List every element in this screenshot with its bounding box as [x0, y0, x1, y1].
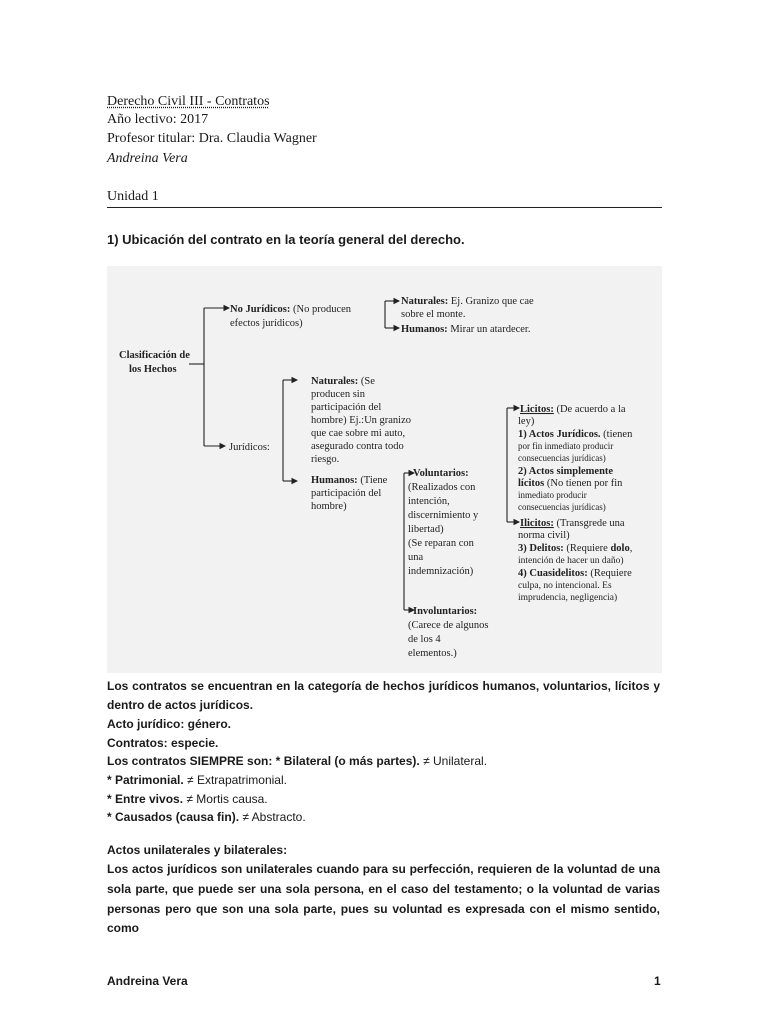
siempre-rest: ≠ Unilateral.: [419, 754, 488, 768]
involuntarios-node: Involuntarios: (Carece de algunos de los 4 elementos.): [408, 606, 489, 659]
cuasidelitos-node: 4) Cuasidelitos: (Requiere culpa, no intencional. Es imprudencia, negligencia): [518, 568, 632, 603]
j-humanos-node: Humanos: (Tiene participación del hombre): [311, 475, 388, 512]
siempre-line: [107, 752, 660, 771]
academic-year: Año lectivo: 2017: [107, 112, 209, 127]
voluntarios-node: Voluntarios: (Realizados con intención, discernimiento y libertad) (Se reparan con una indemnización): [408, 468, 479, 577]
nj-naturales-node: Naturales: Ej. Granizo que cae sobre el monte.: [401, 296, 534, 320]
entre-vivos-line: [107, 790, 660, 809]
paragraph-2-line-2: sola parte, que puede ser una sola persona, en el caso del testamento; o la voluntad de varias: [107, 882, 660, 896]
entre-vivos-bold: * Entre vivos.: [107, 792, 184, 806]
nj-humanos-node: Humanos: Mirar un atardecer.: [401, 324, 531, 335]
page-number: 1: [654, 974, 661, 988]
licitos-node: Licitos: (De acuerdo a la ley): [518, 404, 626, 427]
causados-line: [107, 808, 660, 827]
actos-unilaterales-title: Actos unilaterales y bilaterales:: [107, 843, 288, 857]
no-juridicos-node: No Jurídicos: (No producen efectos jurídicos): [230, 304, 352, 329]
root-label: Clasificación de los Hechos: [119, 350, 190, 375]
causados-bold: * Causados (causa fin).: [107, 810, 240, 824]
professor: Profesor titular: Dra. Claudia Wagner: [107, 131, 317, 146]
classification-diagram: [107, 266, 662, 673]
j-naturales-node: Naturales: (Se producen sin participación del hombre) Ej.:Un granizo que cae sobre mi auto, asegurado contra todo riesgo.: [311, 376, 412, 465]
author-name: Andreina Vera: [107, 151, 188, 166]
patrimonial-rest: ≠ Extrapatrimonial.: [183, 773, 287, 787]
patrimonial-line: [107, 771, 660, 790]
acto-juridico-line: Acto jurídico: género.: [107, 717, 232, 731]
actos-juridicos-node: 1) Actos Jurídicos. (tienen por fin inmediato producir consecuencias jurídicas): [518, 429, 633, 463]
actos-simplemente-node: 2) Actos simplemente lícitos (No tienen por fin inmediato producir consecuencias jurídicas): [518, 466, 623, 512]
section-title: 1) Ubicación del contrato en la teoría general del derecho.: [107, 232, 465, 247]
footer-author: Andreina Vera: [107, 974, 188, 988]
paragraph-2-line-1: Los actos jurídicos son unilaterales cuando para su perfección, requieren de la voluntad de una: [107, 862, 660, 876]
course-title: Derecho Civil III - Contratos: [107, 94, 270, 109]
entre-vivos-rest: ≠ Mortis causa.: [183, 792, 268, 806]
ilicitos-node: Ilicitos: (Transgrede una norma civil): [518, 518, 625, 541]
delitos-node: 3) Delitos: (Requiere dolo, intención de hacer un daño): [518, 543, 633, 566]
header-divider: [107, 207, 662, 208]
paragraph-1-line-2: dentro de actos jurídicos.: [107, 698, 254, 712]
paragraph-1-line-1: Los contratos se encuentran en la categoría de hechos jurídicos humanos, voluntarios, lícitos y: [107, 679, 660, 693]
siempre-bold: Los contratos SIEMPRE son: * Bilateral (o más partes).: [107, 754, 420, 768]
diagram-connectors: [189, 301, 519, 610]
paragraph-2-line-3: personas pero que son una sola parte, pues su voluntad es expresada con el mismo sentido, como: [107, 902, 660, 935]
patrimonial-bold: * Patrimonial.: [107, 773, 184, 787]
causados-rest: ≠ Abstracto.: [239, 810, 306, 824]
juridicos-node: Jurídicos:: [229, 442, 270, 453]
unit-title: Unidad 1: [107, 189, 159, 204]
contratos-line: Contratos: especie.: [107, 736, 219, 750]
